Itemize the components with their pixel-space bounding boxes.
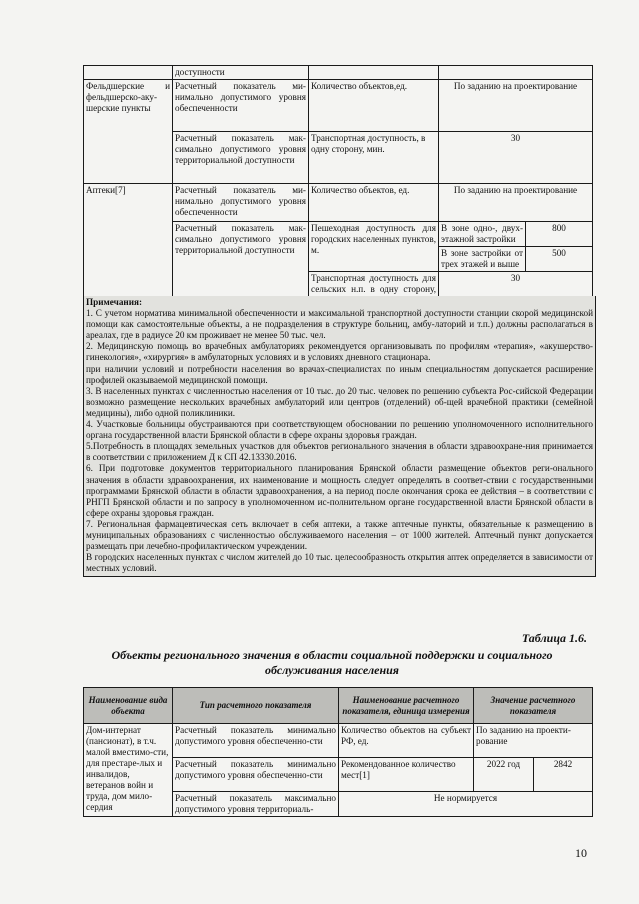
note-item: 1. С учетом норматива минимальной обеспеченности и максимальной транспортной доступности станции скорой медицинской помощи как самостоятельные объекты, а не подразделения в структуре больниц, амбу-латорий и т.п.) должны располагаться в ареалах, где в радиусе 20 км проживает не менее 50 тыс. чел. [86,308,593,341]
indicator-type: Расчетный показатель максимально допустимого уровня территориаль- [173,792,339,817]
indicator-value: По заданию на проекти-рование [474,724,593,758]
indicator-unit: Транспортная доступность для сельских н.п. в одну сторону, [309,272,439,308]
notes-block [83,296,596,577]
note-item: 5.Потребность в площадях земельных участков для объектов регионального значения в области здравоохране-ния принимается в соответствии с приложением Д к СП 42.13330.2016. [86,441,593,463]
table-title: Объекты регионального значения в области социальной поддержки и социального обслуживания населения [111,648,553,677]
indicator-type: Расчетный показатель мак-симально допустимого уровня территориальной доступности [173,222,309,308]
indicator-unit: Пешеходная доступность для городских населенных пунктов, м. [309,222,439,272]
object-name-apteki: Аптеки[7] [84,184,173,308]
year-cell: 2022 год [474,758,534,792]
indicator-type: Расчетный показатель ми-нимально допустимого уровня обеспеченности [173,80,309,132]
indicator-type: Расчетный показатель мак-симально допустимого уровня территориальной доступности [173,132,309,184]
social-objects-table [83,687,593,817]
zone-label: В зоне застройки от трех этажей и выше [439,247,526,272]
table-cell [84,66,173,80]
note-item: В городских населенных пунктах с числом жителей до 10 тыс. целесообразность открытия аптек определяется в зависимости от местных условий. [86,552,593,574]
indicator-type: Расчетный показатель минимально допустимого уровня обеспеченно-сти [173,724,339,758]
zone-value: 500 [526,247,593,272]
object-name: Дом-интернат (пансионат), в т.ч. малой вместимо-сти, для престаре-лых и инвалидов, ветеранов войн и труда, дом мило-сердия [84,724,173,817]
zone-label: В зоне одно-, двух-этажной застройки [439,222,526,247]
indicator-type: Расчетный показатель минимально допустимого уровня обеспеченно-сти [173,758,339,792]
note-item: при наличии условий и потребности населения во врачах-специалистах по иным специальностям допускается расширение профилей оказываемой медицинской помощи. [86,363,593,385]
healthcare-objects-table [83,65,593,308]
note-item: 6. При подготовке документов территориального планирования Брянской области размещение объектов реги-онального значения в области здравоохранения, их наименование и мощность следует определять в соответ-ствии с государственными программами Брянской области в области здравоохранения, а на период после окончания срока ее действия – в соответствии с РНГП Брянской области и по запросу в уполномоченном ис-полнительном органе государственной власти Брянской области в сфере охраны здоровья граждан. [86,463,593,518]
notes-header: Примечания: [86,297,143,307]
indicator-value: По заданию на проектирование [439,184,593,222]
note-item: 4. Участковые больницы обустраиваются при соответствующем обосновании по решению уполномоченного исполнительного органа государственной власти Брянской области в сфере охраны здоровья граждан. [86,419,593,441]
indicator-unit: Количество объектов на субъект РФ, ед. [339,724,474,758]
indicator-unit: Количество объектов,ед. [309,80,439,132]
page-number: 10 [575,846,587,860]
indicator-type: Расчетный показатель ми-нимально допустимого уровня обеспеченности [173,184,309,222]
indicator-unit: Рекомендованное количество мест[1] [339,758,474,792]
note-item: 3. В населенных пунктах с численностью населения от 10 тыс. до 20 тыс. человек по решению субъекта Рос-сийской Федерации возможно размещение нескольких врачебных амбулаторий или центров (отделений) об-щей врачебной практики (семейной медицины), либо одной поликлиники. [86,385,593,418]
table-cell: доступности [173,66,309,80]
indicator-value: По заданию на проектирование [439,80,593,132]
column-header: Наименование вида объекта [84,688,173,724]
value-cell: 2842 [534,758,593,792]
table-cell [309,66,439,80]
table-cell [439,66,593,80]
column-header: Значение расчетного показателя [474,688,593,724]
note-item: 7. Региональная фармацевтическая сеть включает в себя аптеки, а также аптечные пункты, обязательные к размещению в муниципальных образованиях с численностью обслуживаемого населения – от 1000 жителей. Аптечный пункт допускается размещать при лечебно-профилактическом учреждении. [86,518,593,552]
zone-value: 800 [526,222,593,247]
indicator-value: Не нормируется [339,792,593,817]
column-header: Наименование расчетного показателя, единица измерения [339,688,474,724]
indicator-unit: Транспортная доступность, в одну сторону, мин. [309,132,439,184]
note-item: 2. Медицинскую помощь во врачебных амбулаториях рекомендуется организовывать по профилям «терапия», «акушерство-гинекология», «хирургия» в амбулаторных условиях и в условиях дневного стационара. [86,341,593,363]
object-name-feldsher: Фельдшерские и фельдшерско-аку-шерские пункты [84,80,173,184]
indicator-unit: Количество объектов, ед. [309,184,439,222]
indicator-value: 30 [439,132,593,184]
table-number: Таблица 1.6. [521,631,587,645]
column-header: Тип расчетного показателя [173,688,339,724]
indicator-value: 30 [439,272,593,308]
